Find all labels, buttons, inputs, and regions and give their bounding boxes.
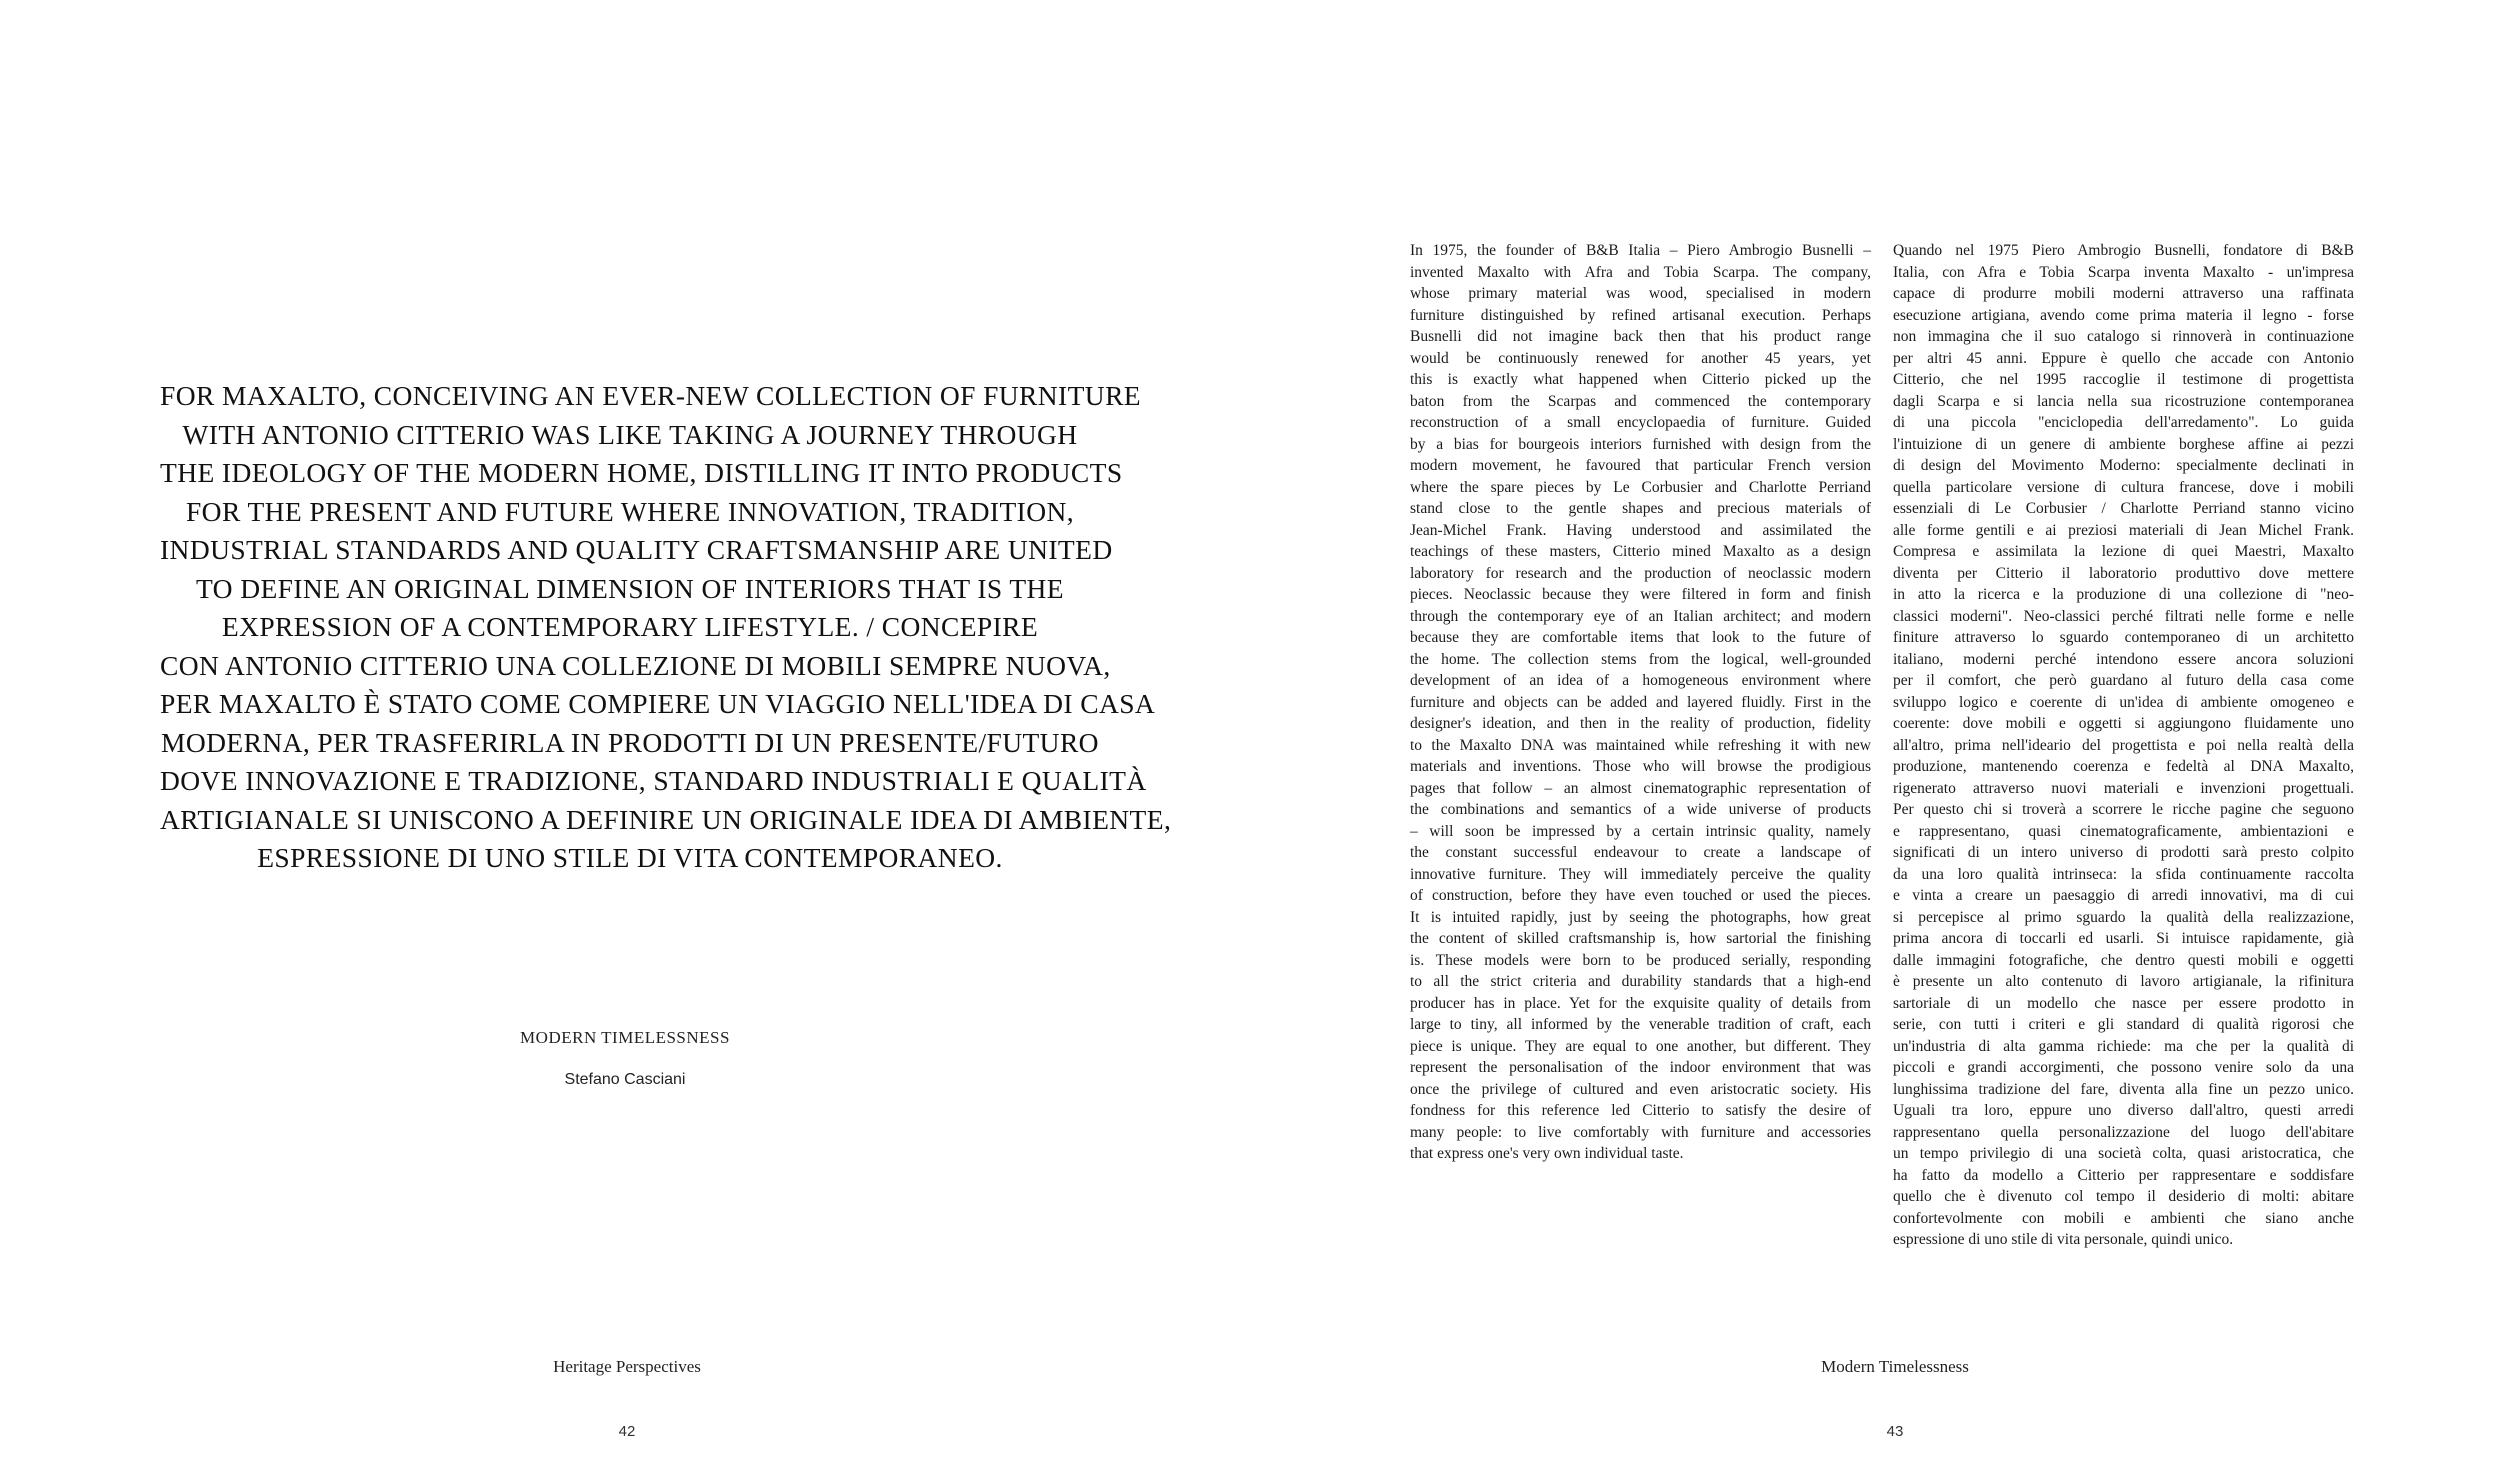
english-text-line: teachings of these masters, Citterio mined Maxalto as a design (1410, 543, 1871, 560)
italian-text-line: finiture attraverso lo sguardo contemporaneo di un architetto (1893, 629, 2354, 646)
english-text-line: furniture and objects can be added and layered fluidly. First in the (1410, 693, 1871, 711)
english-text-line: through the contemporary eye of an Italian architect; and modern (1410, 607, 1871, 625)
english-text-line: baton from the Scarpas and commenced the contemporary (1410, 392, 1871, 410)
headline-line: DOVE INNOVAZIONE E TRADIZIONE, STANDARD INDUSTRIALI E QUALITÀ (160, 765, 1147, 796)
italian-text-line: Italia, con Afra e Tobia Scarpa inventa Maxalto - un'impresa (1893, 263, 2354, 281)
english-text-line: to all the strict criteria and durability standards that a high-end (1410, 973, 1871, 990)
italian-text-line: all'altro, prima nell'ideario del progettista e poi nella realtà della (1893, 736, 2354, 754)
english-text-line: In 1975, the founder of B&B Italia – Piero Ambrogio Busnelli – (1410, 242, 1871, 259)
italian-text-line: sviluppo logico e coerente di un'idea di ambiente omogeneo e (1893, 693, 2354, 711)
headline-line: PER MAXALTO È STATO COME COMPIERE UN VIAGGIO NELL'IDEA DI CASA (160, 688, 1156, 719)
italian-text-line: espressione di uno stile di vita personale, quindi unico. (1893, 1231, 2234, 1248)
italian-text-line: da una loro qualità intrinseca: la sfida continuamente raccolta (1893, 865, 2354, 883)
italian-text-line: e vinta a creare un paesaggio di arredi innovativi, ma di cui (1893, 887, 2354, 904)
italian-text-line: un tempo privilegio di una società colta, quasi aristocratica, che (1893, 1145, 2354, 1162)
italian-text-line: in atto la ricerca e la produzione di una collezione di "neo- (1893, 586, 2354, 603)
english-text-line: that express one's very own individual taste. (1410, 1145, 1684, 1162)
italian-text-line: prima ancora di toccarli ed usarli. Si intuisce rapidamente, già (1893, 930, 2354, 947)
italian-text-line: quella particolare versione di cultura francese, dove i mobili (1893, 478, 2354, 496)
english-text-line: large to tiny, all informed by the venerable tradition of craft, each (1410, 1016, 1871, 1033)
headline-line: ESPRESSIONE DI UNO STILE DI VITA CONTEMPORANEO. (257, 842, 1003, 873)
italian-text-line: quello che è divenuto col tempo il desiderio di molti: abitare (1893, 1188, 2354, 1205)
italian-text-line: Quando nel 1975 Piero Ambrogio Busnelli, fondatore di B&B (1893, 242, 2354, 259)
italian-text-line: italiano, moderni perché intendono essere ancora soluzioni (1893, 650, 2354, 668)
italian-text-line: rappresentano quella personalizzazione del luogo dell'abitare (1893, 1123, 2354, 1141)
english-text-line: – will soon be impressed by a certain intrinsic quality, namely (1410, 822, 1871, 840)
right-page (1250, 0, 2500, 1471)
english-text-line: pages that follow – an almost cinematographic representation of (1410, 779, 1871, 797)
english-text-line: the home. The collection stems from the logical, well-grounded (1410, 650, 1871, 668)
english-text-line: would be continuously renewed for another 45 years, yet (1410, 349, 1871, 367)
italian-text-line: ha fatto da modello a Citterio per rappresentare e soddisfare (1893, 1166, 2354, 1184)
headline-line: WITH ANTONIO CITTERIO WAS LIKE TAKING A JOURNEY THROUGH (182, 418, 1078, 450)
english-text-line: modern movement, he favoured that particular French version (1410, 457, 1871, 474)
english-text-line: the combinations and semantics of a wide universe of products (1410, 801, 1871, 818)
italian-text-line: produzione, mantenendo coerenza e fedeltà al DNA Maxalto, (1893, 758, 2354, 775)
headline-line: EXPRESSION OF A CONTEMPORARY LIFESTYLE. / CONCEPIRE (221, 611, 1039, 642)
italian-text-line: dalle immagini fotografiche, che dentro questi mobili e oggetti (1893, 951, 2354, 969)
english-text-line: laboratory for research and the production of neoclassic modern (1410, 564, 1871, 582)
english-text-line: designer's ideation, and then in the reality of production, fidelity (1410, 715, 1871, 732)
english-text-line: furniture distinguished by refined artisanal execution. Perhaps (1410, 306, 1871, 324)
english-text-line: this is exactly what happened when Citterio picked up the (1410, 371, 1871, 388)
italian-text-line: dagli Scarpa e si lancia nella sua ricostruzione contemporanea (1893, 392, 2354, 410)
italian-text-line: serie, con tutti i criteri e gli standard di qualità rigorosi che (1893, 1016, 2354, 1033)
page-number-right: 43 (1886, 1423, 1904, 1440)
headline-line: CON ANTONIO CITTERIO UNA COLLEZIONE DI MOBILI SEMPRE NUOVA, (160, 649, 1111, 681)
italian-text-line: esecuzione artigiana, avendo come prima materia il legno - forse (1893, 306, 2354, 324)
italian-text-line: un'industria di alta gamma richiede: ma che per la qualità di (1893, 1037, 2354, 1055)
headline-line: TO DEFINE AN ORIGINAL DIMENSION OF INTERIORS THAT IS THE (195, 572, 1065, 604)
headline-line: FOR THE PRESENT AND FUTURE WHERE INNOVATION, TRADITION, (185, 495, 1075, 527)
italian-text-line: alle forme gentili e ai preziosi materiali di Jean Michel Frank. (1893, 521, 2354, 539)
english-text-line: represent the personalisation of the indoor environment that was (1410, 1059, 1871, 1076)
italian-text-line: piccoli e grandi accorgimenti, che possono venire solo da una (1893, 1059, 2354, 1076)
english-text-line: materials and inventions. Those who will browse the prodigious (1410, 758, 1871, 775)
english-text-line: Busnelli did not imagine back then that his product range (1410, 328, 1871, 345)
italian-text-line: di design del Movimento Moderno: specialmente declinati in (1893, 457, 2354, 474)
headline-line: MODERNA, PER TRASFERIRLA IN PRODOTTI DI UN PRESENTE/FUTURO (161, 726, 1099, 758)
english-text-line: to the Maxalto DNA was maintained while refreshing it with new (1410, 736, 1871, 754)
english-body-column (1410, 240, 1871, 1165)
headline-line: FOR MAXALTO, CONCEIVING AN EVER-NEW COLLECTION OF FURNITURE (160, 380, 1142, 411)
italian-text-line: Uguali tra loro, eppure uno diverso dall'altro, questi arredi (1893, 1102, 2354, 1119)
page-number-left: 42 (618, 1423, 636, 1440)
english-text-line: piece is unique. They are equal to one another, but different. They (1410, 1037, 1871, 1055)
italian-text-line: capace di produrre mobili moderni attraverso una raffinata (1893, 285, 2354, 302)
english-text-line: many people: to live comfortably with furniture and accessories (1410, 1123, 1871, 1141)
italian-body-column (1893, 240, 2354, 1251)
italian-text-line: e rappresentano, quasi cinematograficamente, ambientazioni e (1893, 822, 2354, 840)
italian-text-line: di una piccola "enciclopedia dell'arredamento". Lo guida (1893, 414, 2354, 431)
english-text-line: because they are comfortable items that look to the future of (1410, 629, 1871, 646)
italian-text-line: per altri 45 anni. Eppure è quello che accade con Antonio (1893, 349, 2354, 367)
running-footer-left: Heritage Perspectives (553, 1357, 701, 1376)
english-text-line: once the privilege of cultured and even aristocratic society. His (1410, 1080, 1871, 1098)
headline-quote (160, 377, 1172, 878)
english-text-line: pieces. Neoclassic because they were filtered in form and finish (1410, 586, 1871, 603)
english-text-line: is. These models were born to be produced serially, responding (1410, 951, 1871, 969)
italian-text-line: significati di un intero universo di prodotti sarà presto colpito (1893, 844, 2354, 861)
italian-text-line: per il comfort, che però guardano al futuro della casa come (1893, 672, 2354, 689)
english-text-line: reconstruction of a small encyclopaedia of furniture. Guided (1410, 414, 1871, 431)
italian-text-line: diventa per Citterio il laboratorio produttivo dove mettere (1893, 564, 2354, 582)
italian-text-line: è presente un alto contenuto di lavoro artigianale, la rifinitura (1893, 973, 2354, 990)
italian-text-line: si percepisce al primo sguardo la qualità della realizzazione, (1893, 908, 2354, 926)
author-name: Stefano Casciani (564, 1071, 686, 1088)
english-text-line: the content of skilled craftsmanship is, how sartorial the finishing (1410, 930, 1871, 947)
italian-text-line: coerente: dove mobili e oggetti si aggiungono fluidamente uno (1893, 715, 2354, 732)
italian-text-line: classici moderni". Neo-classici perché filtrati nelle forme e nelle (1893, 607, 2354, 625)
italian-text-line: non immagina che il suo catalogo si rinnoverà in continuazione (1893, 328, 2354, 345)
headline-line: ARTIGIANALE SI UNISCONO A DEFINIRE UN ORIGINALE IDEA DI AMBIENTE, (160, 803, 1172, 835)
italian-text-line: confortevolmente con mobili e ambienti che siano anche (1893, 1209, 2354, 1227)
headline-line: THE IDEOLOGY OF THE MODERN HOME, DISTILLING IT INTO PRODUCTS (160, 457, 1123, 488)
italian-text-line: lunghissima tradizione del fare, diventa alla fine un pezzo unico. (1893, 1080, 2354, 1098)
english-text-line: where the spare pieces by Le Corbusier and Charlotte Perriand (1410, 478, 1871, 496)
english-text-line: development of an idea of a homogeneous environment where (1410, 672, 1871, 689)
italian-text-line: Compresa e assimilata la lezione di quei Maestri, Maxalto (1893, 543, 2354, 560)
italian-text-line: sartoriale di un modello che nasce per essere prodotto in (1893, 994, 2354, 1012)
english-text-line: Jean-Michel Frank. Having understood and assimilated the (1410, 521, 1871, 539)
english-text-line: invented Maxalto with Afra and Tobia Scarpa. The company, (1410, 263, 1871, 281)
english-text-line: innovative furniture. They will immediately perceive the quality (1410, 865, 1871, 883)
english-text-line: whose primary material was wood, specialised in modern (1410, 285, 1871, 302)
running-footer-right: Modern Timelessness (1821, 1357, 1969, 1376)
italian-text-line: l'intuizione di un genere di ambiente borghese affine ai pezzi (1893, 435, 2354, 453)
english-text-line: It is intuited rapidly, just by seeing the photographs, how great (1410, 908, 1871, 926)
english-text-line: producer has in place. Yet for the exquisite quality of details from (1410, 994, 1871, 1012)
english-text-line: stand close to the gentle shapes and precious materials of (1410, 500, 1871, 517)
italian-text-line: Citterio, che nel 1995 raccoglie il testimone di progettista (1893, 371, 2354, 388)
english-text-line: fondness for this reference led Citterio to satisfy the desire of (1410, 1102, 1871, 1119)
english-text-line: of construction, before they have even touched or used the pieces. (1410, 887, 1871, 904)
section-title: MODERN TIMELESSNESS (520, 1028, 730, 1047)
headline-line: INDUSTRIAL STANDARDS AND QUALITY CRAFTSMANSHIP ARE UNITED (160, 534, 1113, 565)
english-text-line: the constant successful endeavour to create a landscape of (1410, 844, 1871, 861)
english-text-line: by a bias for bourgeois interiors furnished with design from the (1410, 435, 1871, 453)
italian-text-line: rigenerato attraverso nuovi materiali e invenzioni progettuali. (1893, 779, 2354, 797)
italian-text-line: essenziali di Le Corbusier / Charlotte Perriand stanno vicino (1893, 500, 2354, 517)
italian-text-line: Per questo chi si troverà a scorrere le ricche pagine che seguono (1893, 801, 2354, 818)
